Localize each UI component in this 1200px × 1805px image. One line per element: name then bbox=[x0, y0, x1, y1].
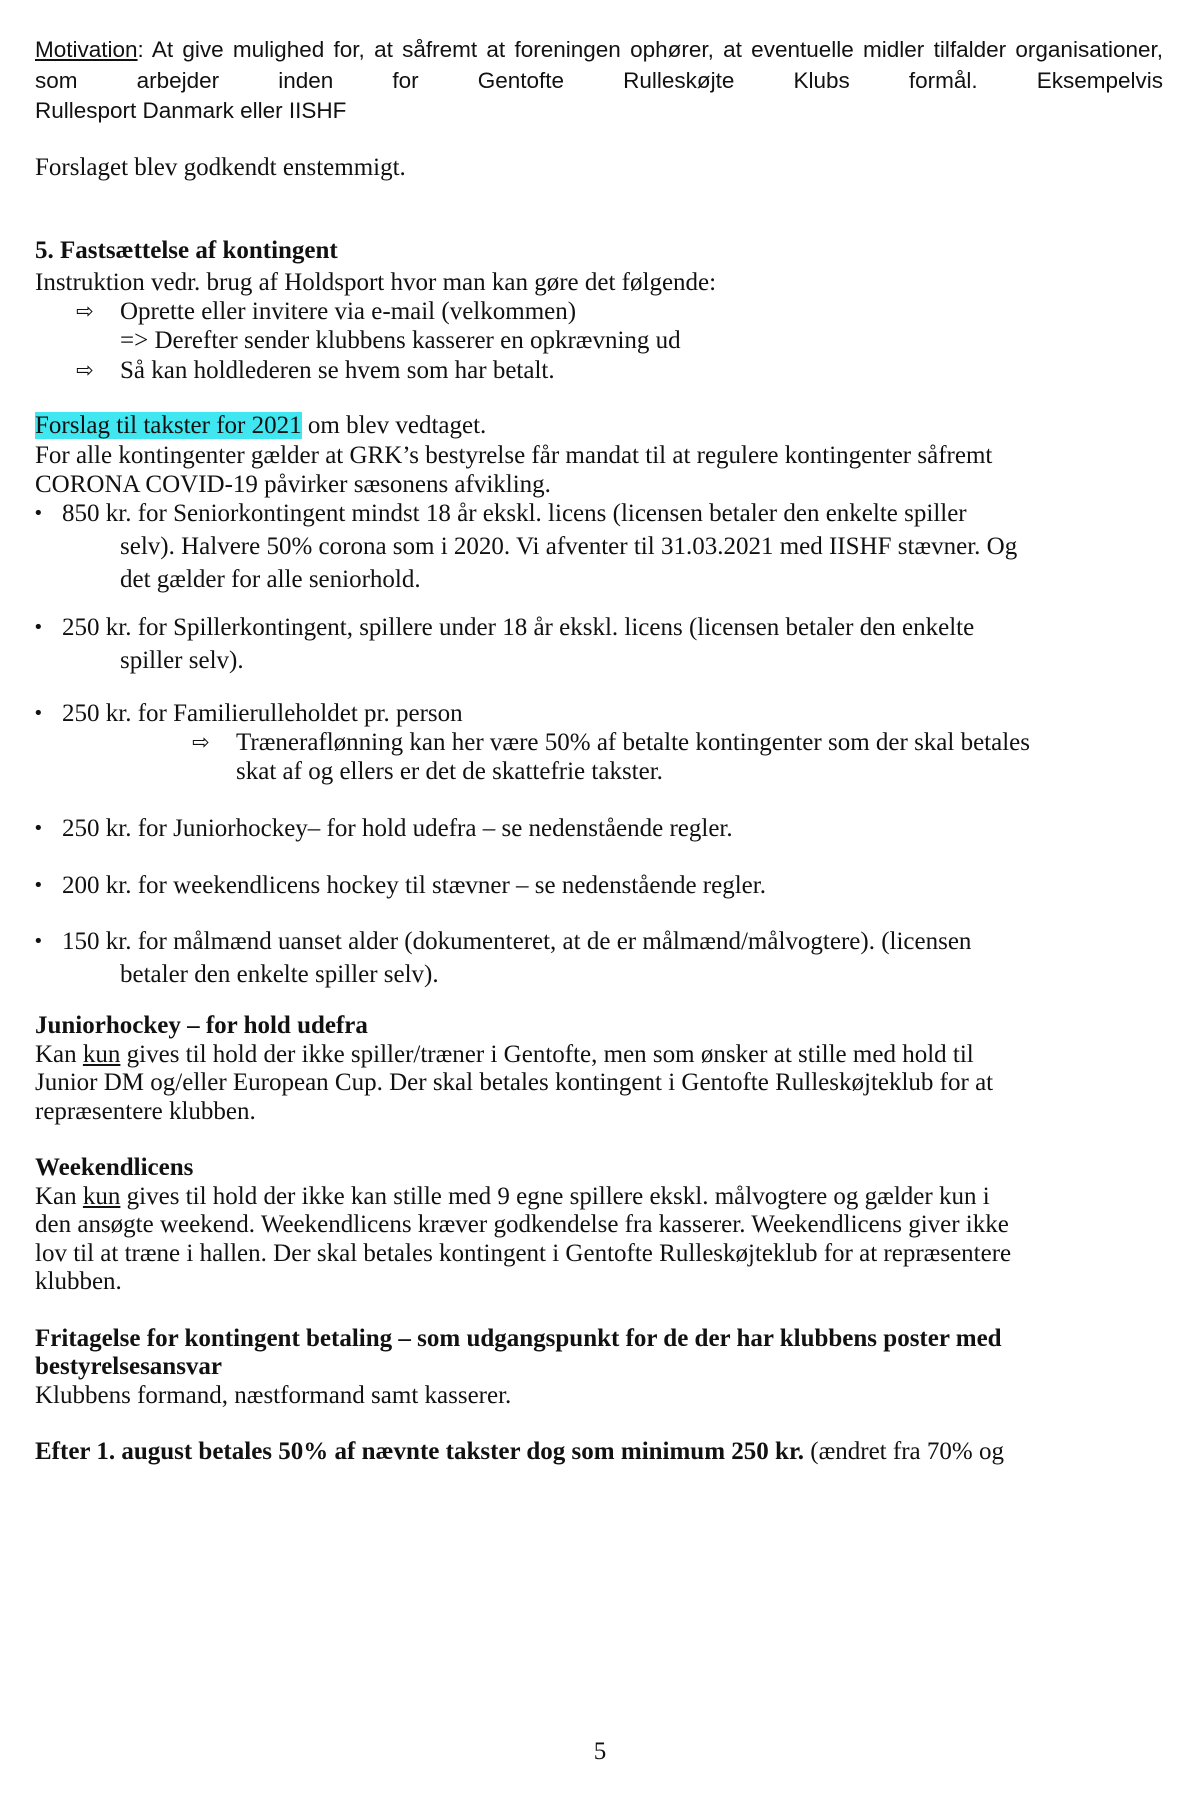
fee-line: 250 kr. for Juniorhockey– for hold udefra – se nedenstående regler. bbox=[62, 815, 733, 842]
fee-line: 250 kr. for Familierulleholdet pr. person bbox=[62, 700, 463, 727]
fee-line: selv). Halvere 50% corona som i 2020. Vi afventer til 31.03.2021 med IISHF stævner. Og bbox=[120, 533, 1018, 560]
fee-item-player bbox=[62, 611, 1152, 677]
weekend-heading: Weekendlicens bbox=[35, 1154, 194, 1181]
fee-line: betaler den enkelte spiller selv). bbox=[120, 961, 439, 988]
approved-text: Forslaget blev godkendt enstemmigt. bbox=[35, 154, 406, 181]
exemption-text: Klubbens formand, næstformand samt kasserer. bbox=[35, 1382, 512, 1409]
fee-item-goalie bbox=[62, 925, 1152, 991]
exemption-heading-line2: bestyrelsesansvar bbox=[35, 1353, 223, 1380]
fee-line: 200 kr. for weekendlicens hockey til stævner – se nedenstående regler. bbox=[62, 872, 766, 899]
trainer-pay-line2: skat af og ellers er det de skattefrie takster. bbox=[236, 758, 663, 785]
section5-intro: Instruktion vedr. brug af Holdsport hvor man kan gøre det følgende: bbox=[35, 269, 717, 296]
exemption-heading-line1: Fritagelse for kontingent betaling – som udgangspunkt for de der har klubbens poster med bbox=[35, 1325, 1002, 1352]
fee-line: 150 kr. for målmænd uanset alder (dokumenteret, at de er målmænd/målvogtere). (licensen bbox=[62, 928, 972, 955]
fee-item-weekend bbox=[62, 869, 1152, 902]
all-fees-line2: CORONA COVID-19 påvirker sæsonens afvikling. bbox=[35, 471, 551, 498]
step2-text: Så kan holdlederen se hvem som har betalt. bbox=[120, 357, 555, 384]
weekend-kun: kun bbox=[82, 1183, 121, 1210]
bullet-icon: • bbox=[33, 617, 44, 638]
step1-sub-text: => Derefter sender klubbens kasserer en opkrævning ud bbox=[120, 327, 681, 354]
august-rest: (ændret fra 70% og bbox=[804, 1438, 1004, 1465]
junior-line2: Junior DM og/eller European Cup. Der skal betales kontingent i Gentofte Rulleskøjteklub for at bbox=[35, 1069, 994, 1096]
weekend-pre: Kan bbox=[35, 1183, 83, 1210]
fee-line: 250 kr. for Spillerkontingent, spillere under 18 år ekskl. licens (licensen betaler den enkelte bbox=[62, 614, 975, 641]
step1-text: Oprette eller invitere via e-mail (velkommen) bbox=[120, 298, 577, 325]
august-line bbox=[35, 1435, 1004, 1468]
junior-heading: Juniorhockey – for hold udefra bbox=[35, 1012, 368, 1039]
fee-line: 850 kr. for Seniorkontingent mindst 18 år ekskl. licens (licensen betaler den enkelte spiller bbox=[62, 500, 967, 527]
fee-item-junior bbox=[62, 812, 1152, 845]
weekend-line2: den ansøgte weekend. Weekendlicens kræver godkendelse fra kasserer. Weekendlicens giver ikke bbox=[35, 1211, 1009, 1238]
proposal-highlight: Forslag til takster for 2021 bbox=[35, 412, 302, 439]
junior-pre: Kan bbox=[35, 1041, 83, 1068]
motivation-paragraph bbox=[35, 34, 1163, 96]
fee-line: det gælder for alle seniorhold. bbox=[120, 566, 421, 593]
motivation-last-line: Rullesport Danmark eller IISHF bbox=[35, 98, 347, 123]
fee-item-senior bbox=[62, 497, 1152, 596]
august-bold: Efter 1. august betales 50% af nævnte takster dog som minimum 250 kr. bbox=[35, 1438, 804, 1465]
motivation-text: : At give mulighed for, at såfremt at foreningen ophører, at eventuelle midler tilfalder organisationer, som arbejder inden for Gentofte Rulleskøjte Klubs formål. Eksempelvis bbox=[35, 37, 1163, 93]
section5-heading: 5. Fastsættelse af kontingent bbox=[35, 237, 338, 264]
trainer-pay-line1: Træneraflønning kan her være 50% af betalte kontingenter som der skal betales bbox=[236, 729, 1030, 756]
fee-line: spiller selv). bbox=[120, 647, 244, 674]
page-number: 5 bbox=[593, 1738, 607, 1765]
right-hollow-arrow-icon: ⇨ bbox=[192, 730, 210, 754]
proposal-line bbox=[35, 409, 486, 442]
weekend-line3: lov til at træne i hallen. Der skal betales kontingent i Gentofte Rulleskøjteklub for at repræsentere bbox=[35, 1240, 1012, 1267]
bullet-icon: • bbox=[33, 818, 44, 839]
bullet-icon: • bbox=[33, 875, 44, 896]
weekend-line4: klubben. bbox=[35, 1268, 122, 1295]
weekend-line1-rest: gives til hold der ikke kan stille med 9 egne spillere ekskl. målvogtere og gælder kun i bbox=[120, 1183, 990, 1210]
motivation-label: Motivation bbox=[35, 37, 138, 62]
bullet-icon: • bbox=[33, 931, 44, 952]
junior-line1-rest: gives til hold der ikke spiller/træner i Gentofte, men som ønsker at stille med hold til bbox=[120, 1041, 974, 1068]
right-hollow-arrow-icon: ⇨ bbox=[76, 299, 94, 323]
junior-kun: kun bbox=[82, 1041, 121, 1068]
bullet-icon: • bbox=[33, 703, 44, 724]
all-fees-line1: For alle kontingenter gælder at GRK’s bestyrelse får mandat til at regulere kontingenter såfremt bbox=[35, 442, 993, 469]
proposal-rest: om blev vedtaget. bbox=[301, 412, 487, 439]
bullet-icon: • bbox=[33, 503, 44, 524]
junior-line3: repræsentere klubben. bbox=[35, 1098, 256, 1125]
right-hollow-arrow-icon: ⇨ bbox=[76, 358, 94, 382]
